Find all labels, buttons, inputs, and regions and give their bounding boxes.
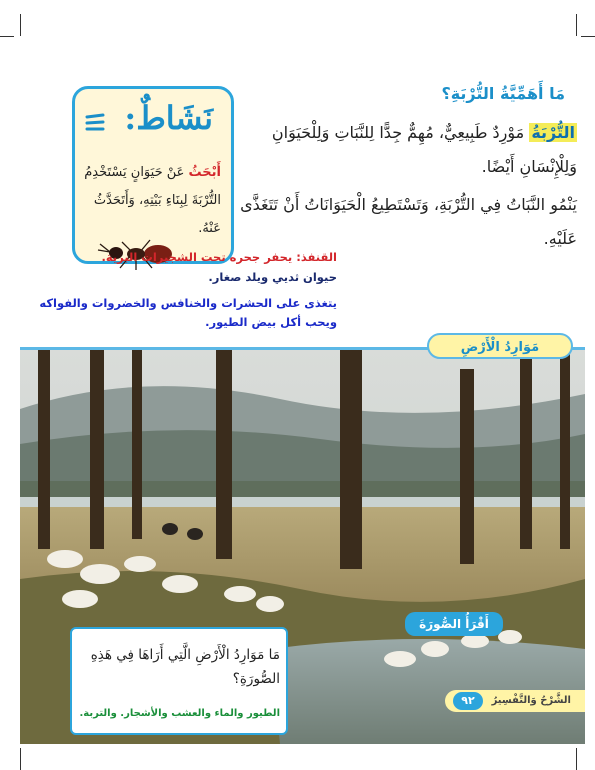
highlighted-term: التُّرْبَةُ: [531, 123, 575, 142]
read-picture-answer: الطيور والماء والعشب والأشجار. والتربة.: [79, 708, 280, 719]
activity-lead-word: أَبْحَثُ: [188, 165, 221, 180]
read-picture-tag: أَقْرَأُ الصُّورَةَ: [405, 612, 503, 636]
activity-body: عَنْ حَيَوَانٍ يَسْتَخْدِمُ التُّرْبَةَ لِبِنَاءِ بَيْتِهِ، وَأَتَحَدَّثُ عَنْهُ.: [84, 165, 221, 236]
read-picture-question: مَا مَوَارِدُ الْأَرْضِ الَّتِي أَرَاهَا فِي هَذِهِ الصُّورَةِ؟: [90, 647, 280, 687]
paragraph-1-text: مَوْرِدٌ طَبِيعِيٌّ، مُهِمٌّ جِدًّا لِلنَّبَاتِ وَلِلْحَيَوَانِ وَلِلْإِنْسَانِ أَيْضًا.: [271, 123, 577, 176]
activity-title: نَشَاطٌ:: [124, 99, 213, 137]
footer-label: الشَّرْحُ وَالتَّفْسِيرُ: [491, 695, 571, 706]
crop-mark-bottom-right: [576, 748, 577, 770]
crop-mark-bottom-left: [20, 748, 21, 770]
activity-sparkle-icon: [85, 111, 107, 133]
lesson-heading: مَا أَهَمِّيَّةُ التُّرْبَةِ؟: [441, 84, 565, 103]
read-picture-box: [70, 627, 288, 735]
activity-text: [79, 159, 221, 243]
note-line-2: حيوان ثديي ويلد صغار.: [208, 270, 337, 284]
lesson-paragraph-2: يَنْمُو النَّبَاتُ فِي التُّرْبَةِ، وَتَسْتَطِيعُ الْحَيَوَانَاتُ أَنْ تَتَغَذَّى عَلَيْهِ.: [240, 195, 577, 248]
note-line-3: يتغذى على الحشرات والخنافس والخضروات والفواكه ويحب أكل بيض الطيور.: [39, 296, 337, 329]
crop-mark-top-left-h: [0, 36, 14, 37]
page-number: ٩٢: [453, 692, 483, 710]
crop-mark-top-right: [576, 14, 577, 36]
note-line-1: القنفذ: يحفر جحره تحت الشجيرات البرية.: [101, 250, 337, 264]
lesson-paragraph-1: [217, 116, 577, 184]
crop-mark-top-right-h: [581, 36, 595, 37]
crop-mark-top-left: [20, 14, 21, 36]
footer-bar: [445, 690, 585, 712]
section-tag: مَوَارِدُ الْأَرْضِ: [427, 333, 573, 359]
